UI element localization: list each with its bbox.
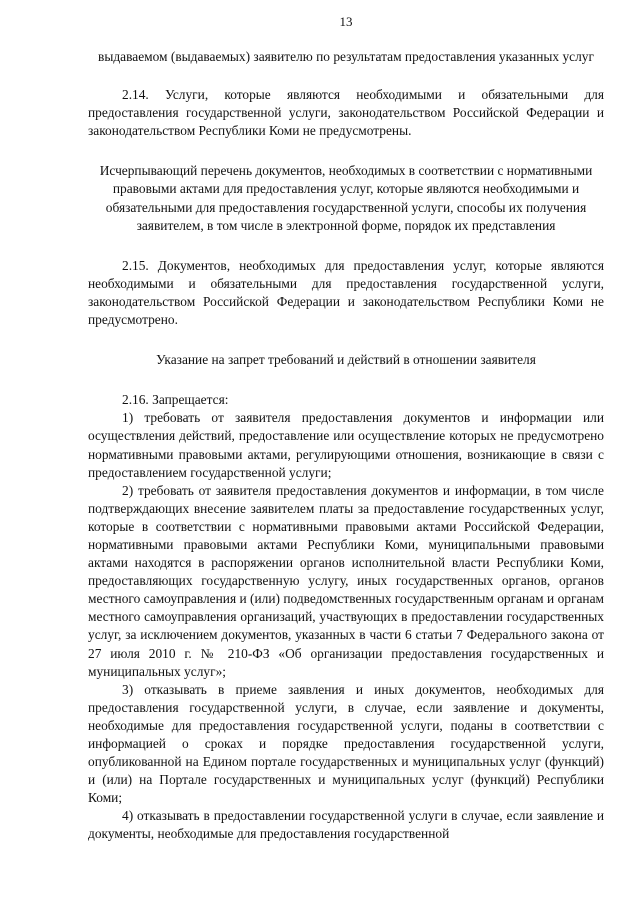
page-number: 13 <box>339 14 353 29</box>
paragraph-2-14: 2.14. Услуги, которые являются необходимыми и обязательными для предоставления государственной услуги, законодательством Российской Федерации и законодательством Республики Коми не предусмотрены. <box>88 87 604 139</box>
paragraph-continuation: выдаваемом (выдаваемых) заявителю по результатам предоставления указанных услуг <box>98 49 594 64</box>
paragraph-2-15: 2.15. Документов, необходимых для предоставления услуг, которые являются необходимыми и обязательными для предоставления государственной услуги, законодательством Российской Федерации и законодательством Республики Коми не предусмотрено. <box>88 257 604 328</box>
list-item-4: 4) отказывать в предоставлении государственной услуги в случае, если заявление и документы, необходимые для предоставления государственной <box>88 808 604 842</box>
list-item-2: 2) требовать от заявителя предоставления документов и информации, в том числе подтверждающих внесение заявителем платы за предоставление государственных услуг, которые в соответствии с нормативными правовыми актами Российской Федерации, нормативными правовыми актами Республики Коми, муниципальными правовыми актами находятся в распоряжении органов исполнительной власти Республики Коми, предоставляющих государственную услугу, иных государственных органов, органов местного самоуправления и (или) подведомственных государственным органам и органам местного самоуправления организаций, участвующих в предоставлении государственных услуг, за исключением документов, указанных в части 6 статьи 7 Федерального закона от 27 июля 2010 г. № 210-ФЗ «Об организации предоставления государственных и муниципальных услуг»; <box>88 482 604 679</box>
list-item-3: 3) отказывать в приеме заявления и иных документов, необходимых для предоставления государственной услуги, в случае, если заявление и документы, необходимые для предоставления государственной услуги, поданы в соответствии с информацией о сроках и порядке предоставления государственной услуги, опубликованной на Едином портале государственных и муниципальных услуг (функций) и (или) на Портале государственных и муниципальных услуг (функций) Республики Коми; <box>88 681 604 806</box>
section-heading-prohibitions: Указание на запрет требований и действий в отношении заявителя <box>156 352 536 368</box>
paragraph-2-16: 2.16. Запрещается: <box>122 392 229 408</box>
section-heading-documents-list: Исчерпывающий перечень документов, необходимых в соответствии с нормативными правовыми актами для предоставления услуг, которые являются необходимыми и обязательными для предоставления государственной услуги, способы их получения заявителем, в том числе в электронной форме, порядок их представления <box>99 163 593 233</box>
list-item-1: 1) требовать от заявителя предоставления документов и информации или осуществления действий, предоставление или осуществление которых не предусмотрено нормативными правовыми актами, регулирующими отношения, возникающие в связи с предоставлением государственной услуги; <box>88 410 604 480</box>
